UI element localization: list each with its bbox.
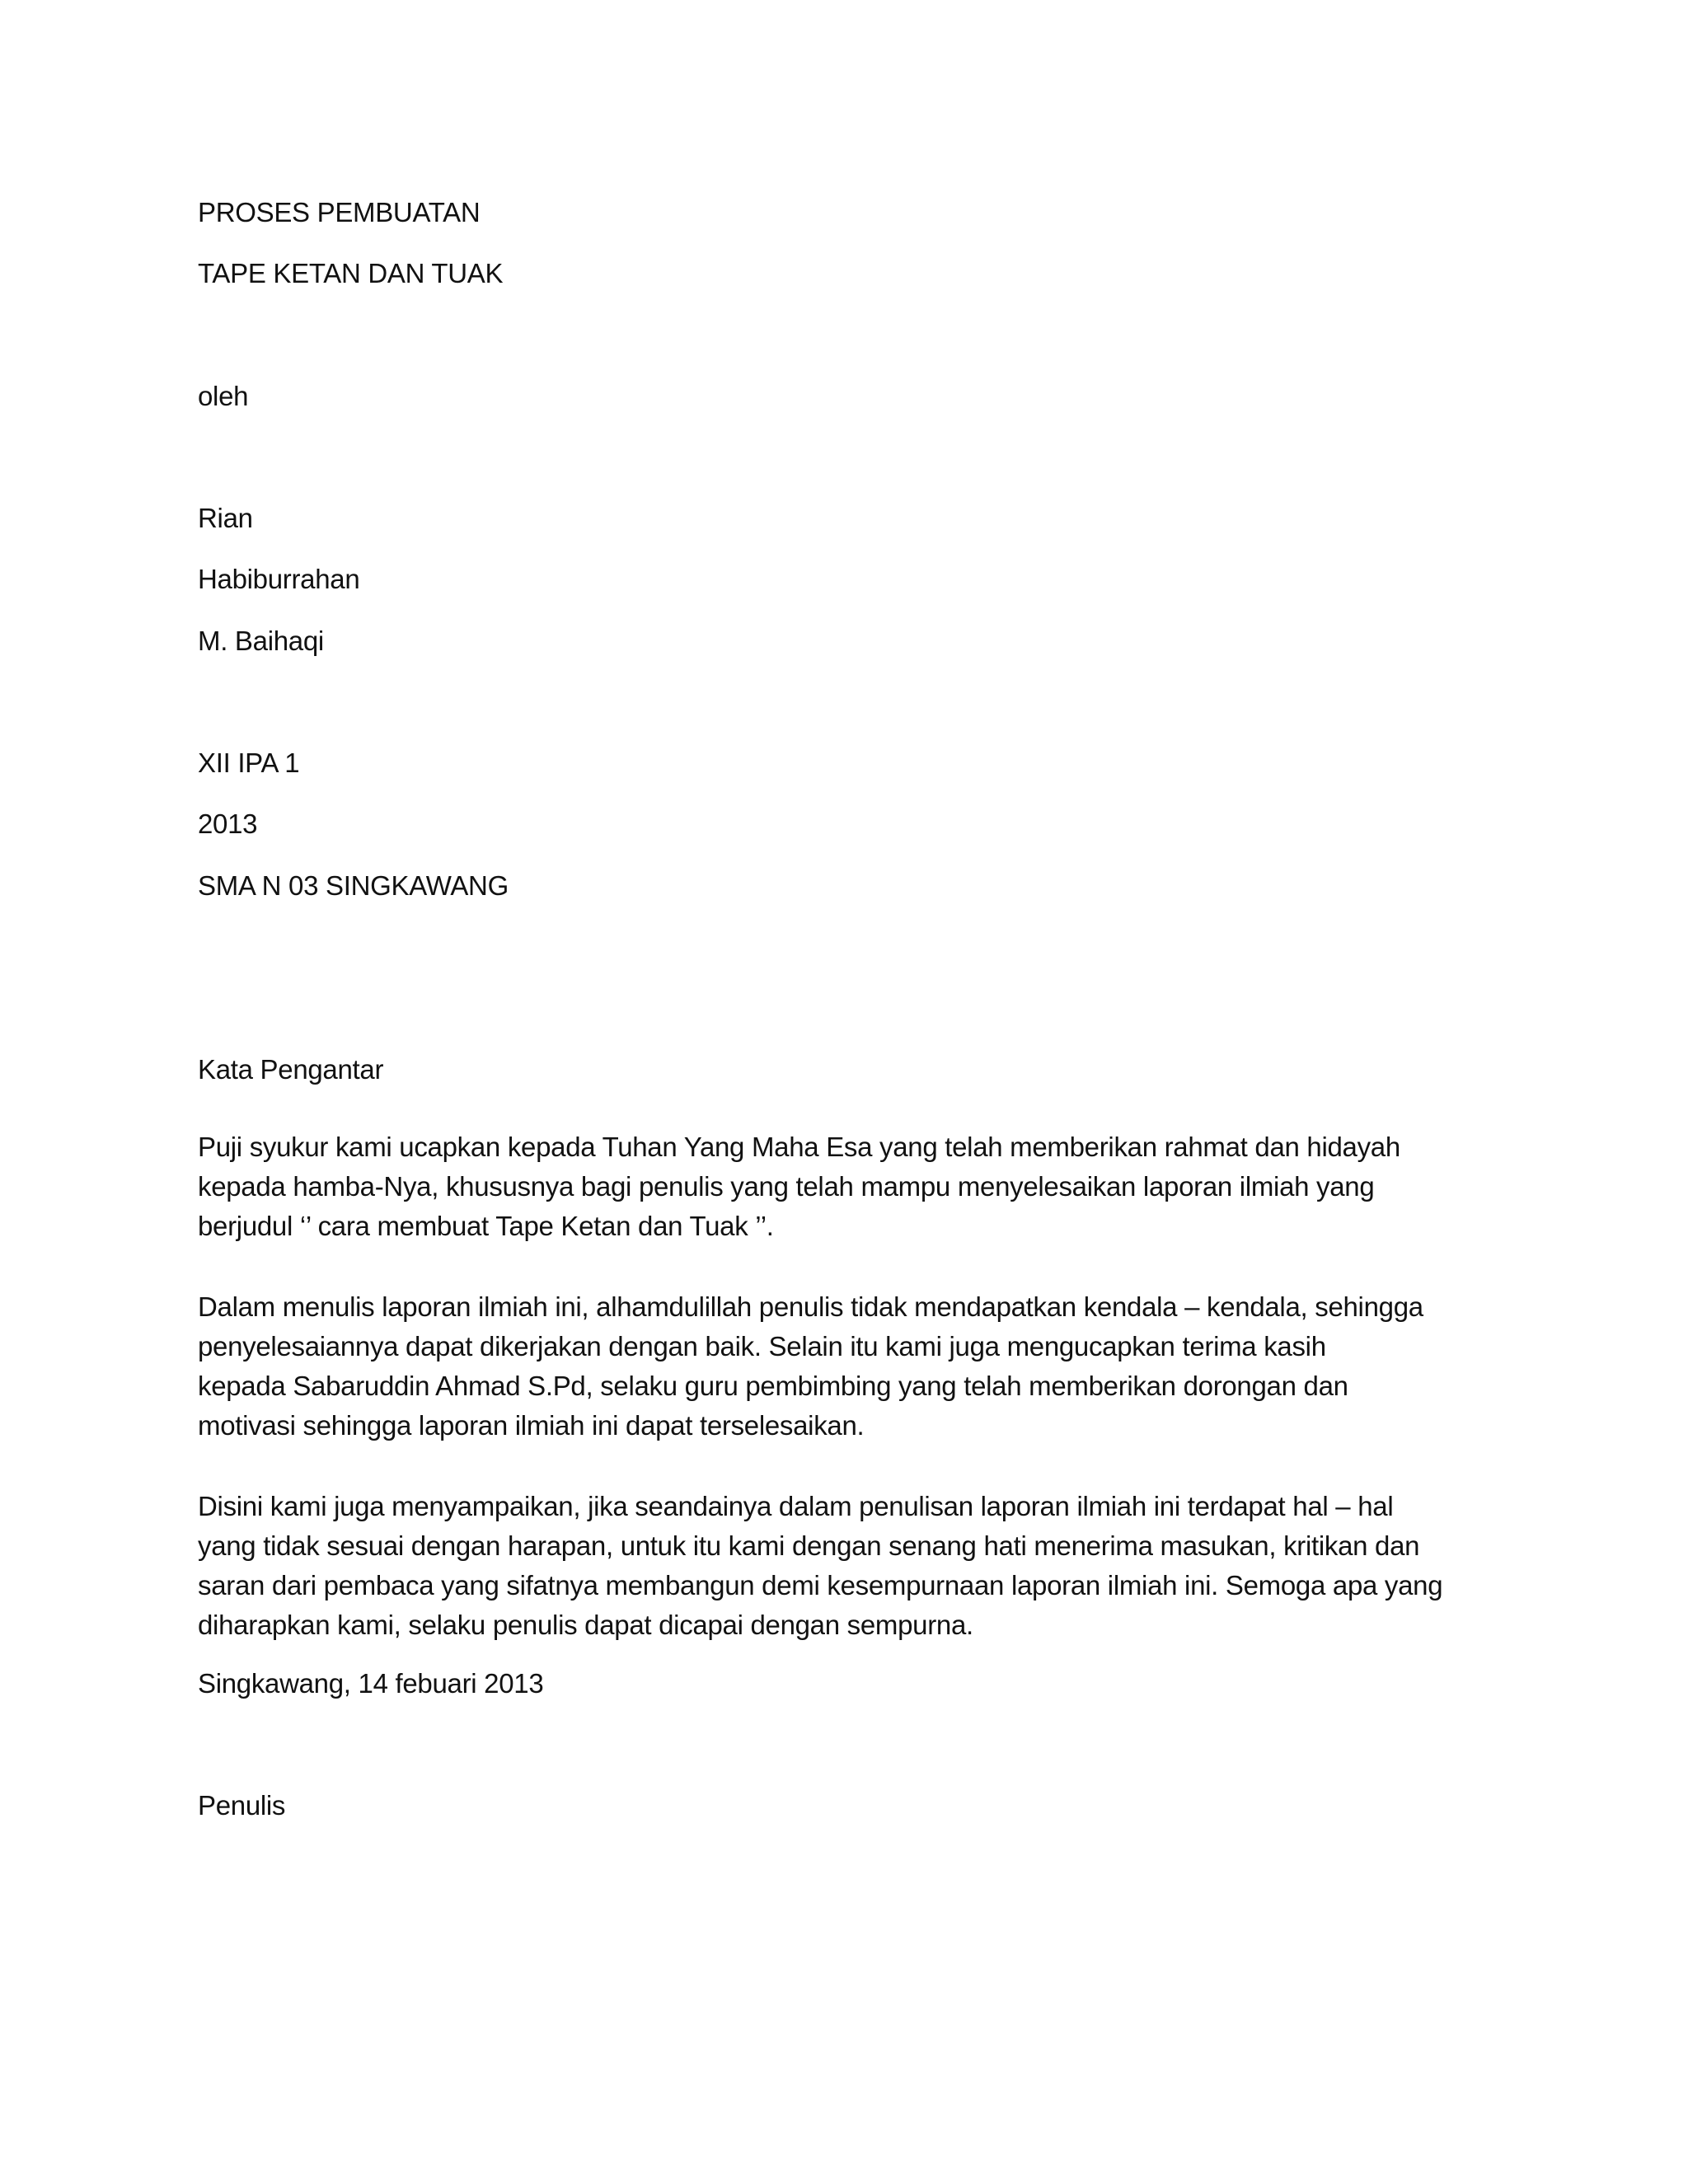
byline: oleh [198, 381, 249, 411]
paragraph-line: kepada hamba-Nya, khususnya bagi penulis yang telah mampu menyelesaikan laporan ilmiah yang [198, 1171, 1375, 1202]
author-name: M. Baihaqi [198, 626, 324, 656]
preface-paragraph-3 [198, 1487, 1492, 1645]
title-line-1: PROSES PEMBUATAN [198, 197, 481, 227]
paragraph-line: berjudul ‘’ cara membuat Tape Ketan dan Tuak ’’. [198, 1211, 774, 1241]
paragraph-line: Puji syukur kami ucapkan kepada Tuhan Yang Maha Esa yang telah memberikan rahmat dan hidayah [198, 1132, 1400, 1162]
paragraph-line: penyelesaiannya dapat dikerjakan dengan baik. Selain itu kami juga mengucapkan terima kasih [198, 1331, 1326, 1361]
paragraph-line: kepada Sabaruddin Ahmad S.Pd, selaku guru pembimbing yang telah memberikan dorongan dan [198, 1371, 1348, 1401]
author-name: Habiburrahan [198, 564, 360, 594]
year-label: 2013 [198, 808, 258, 839]
preface-paragraph-1 [198, 1127, 1492, 1246]
author-name: Rian [198, 503, 253, 533]
title-line-2: TAPE KETAN DAN TUAK [198, 258, 504, 288]
preface-paragraph-2 [198, 1287, 1492, 1446]
preface-heading: Kata Pengantar [198, 1054, 384, 1085]
school-name: SMA N 03 SINGKAWANG [198, 870, 509, 901]
paragraph-line: saran dari pembaca yang sifatnya membangun demi kesempurnaan laporan ilmiah ini. Semoga apa yang [198, 1570, 1443, 1601]
place-date: Singkawang, 14 febuari 2013 [198, 1668, 544, 1699]
paragraph-line: Disini kami juga menyampaikan, jika seandainya dalam penulisan laporan ilmiah ini terdapat hal – hal [198, 1491, 1394, 1521]
paragraph-line: Dalam menulis laporan ilmiah ini, alhamdulillah penulis tidak mendapatkan kendala – kendala, sehingga [198, 1291, 1423, 1322]
paragraph-line: diharapkan kami, selaku penulis dapat dicapai dengan sempurna. [198, 1610, 973, 1640]
paragraph-line: motivasi sehingga laporan ilmiah ini dapat terselesaikan. [198, 1410, 865, 1441]
signature-label: Penulis [198, 1790, 286, 1821]
paragraph-line: yang tidak sesuai dengan harapan, untuk itu kami dengan senang hati menerima masukan, kritikan dan [198, 1530, 1420, 1561]
class-label: XII IPA 1 [198, 748, 300, 778]
